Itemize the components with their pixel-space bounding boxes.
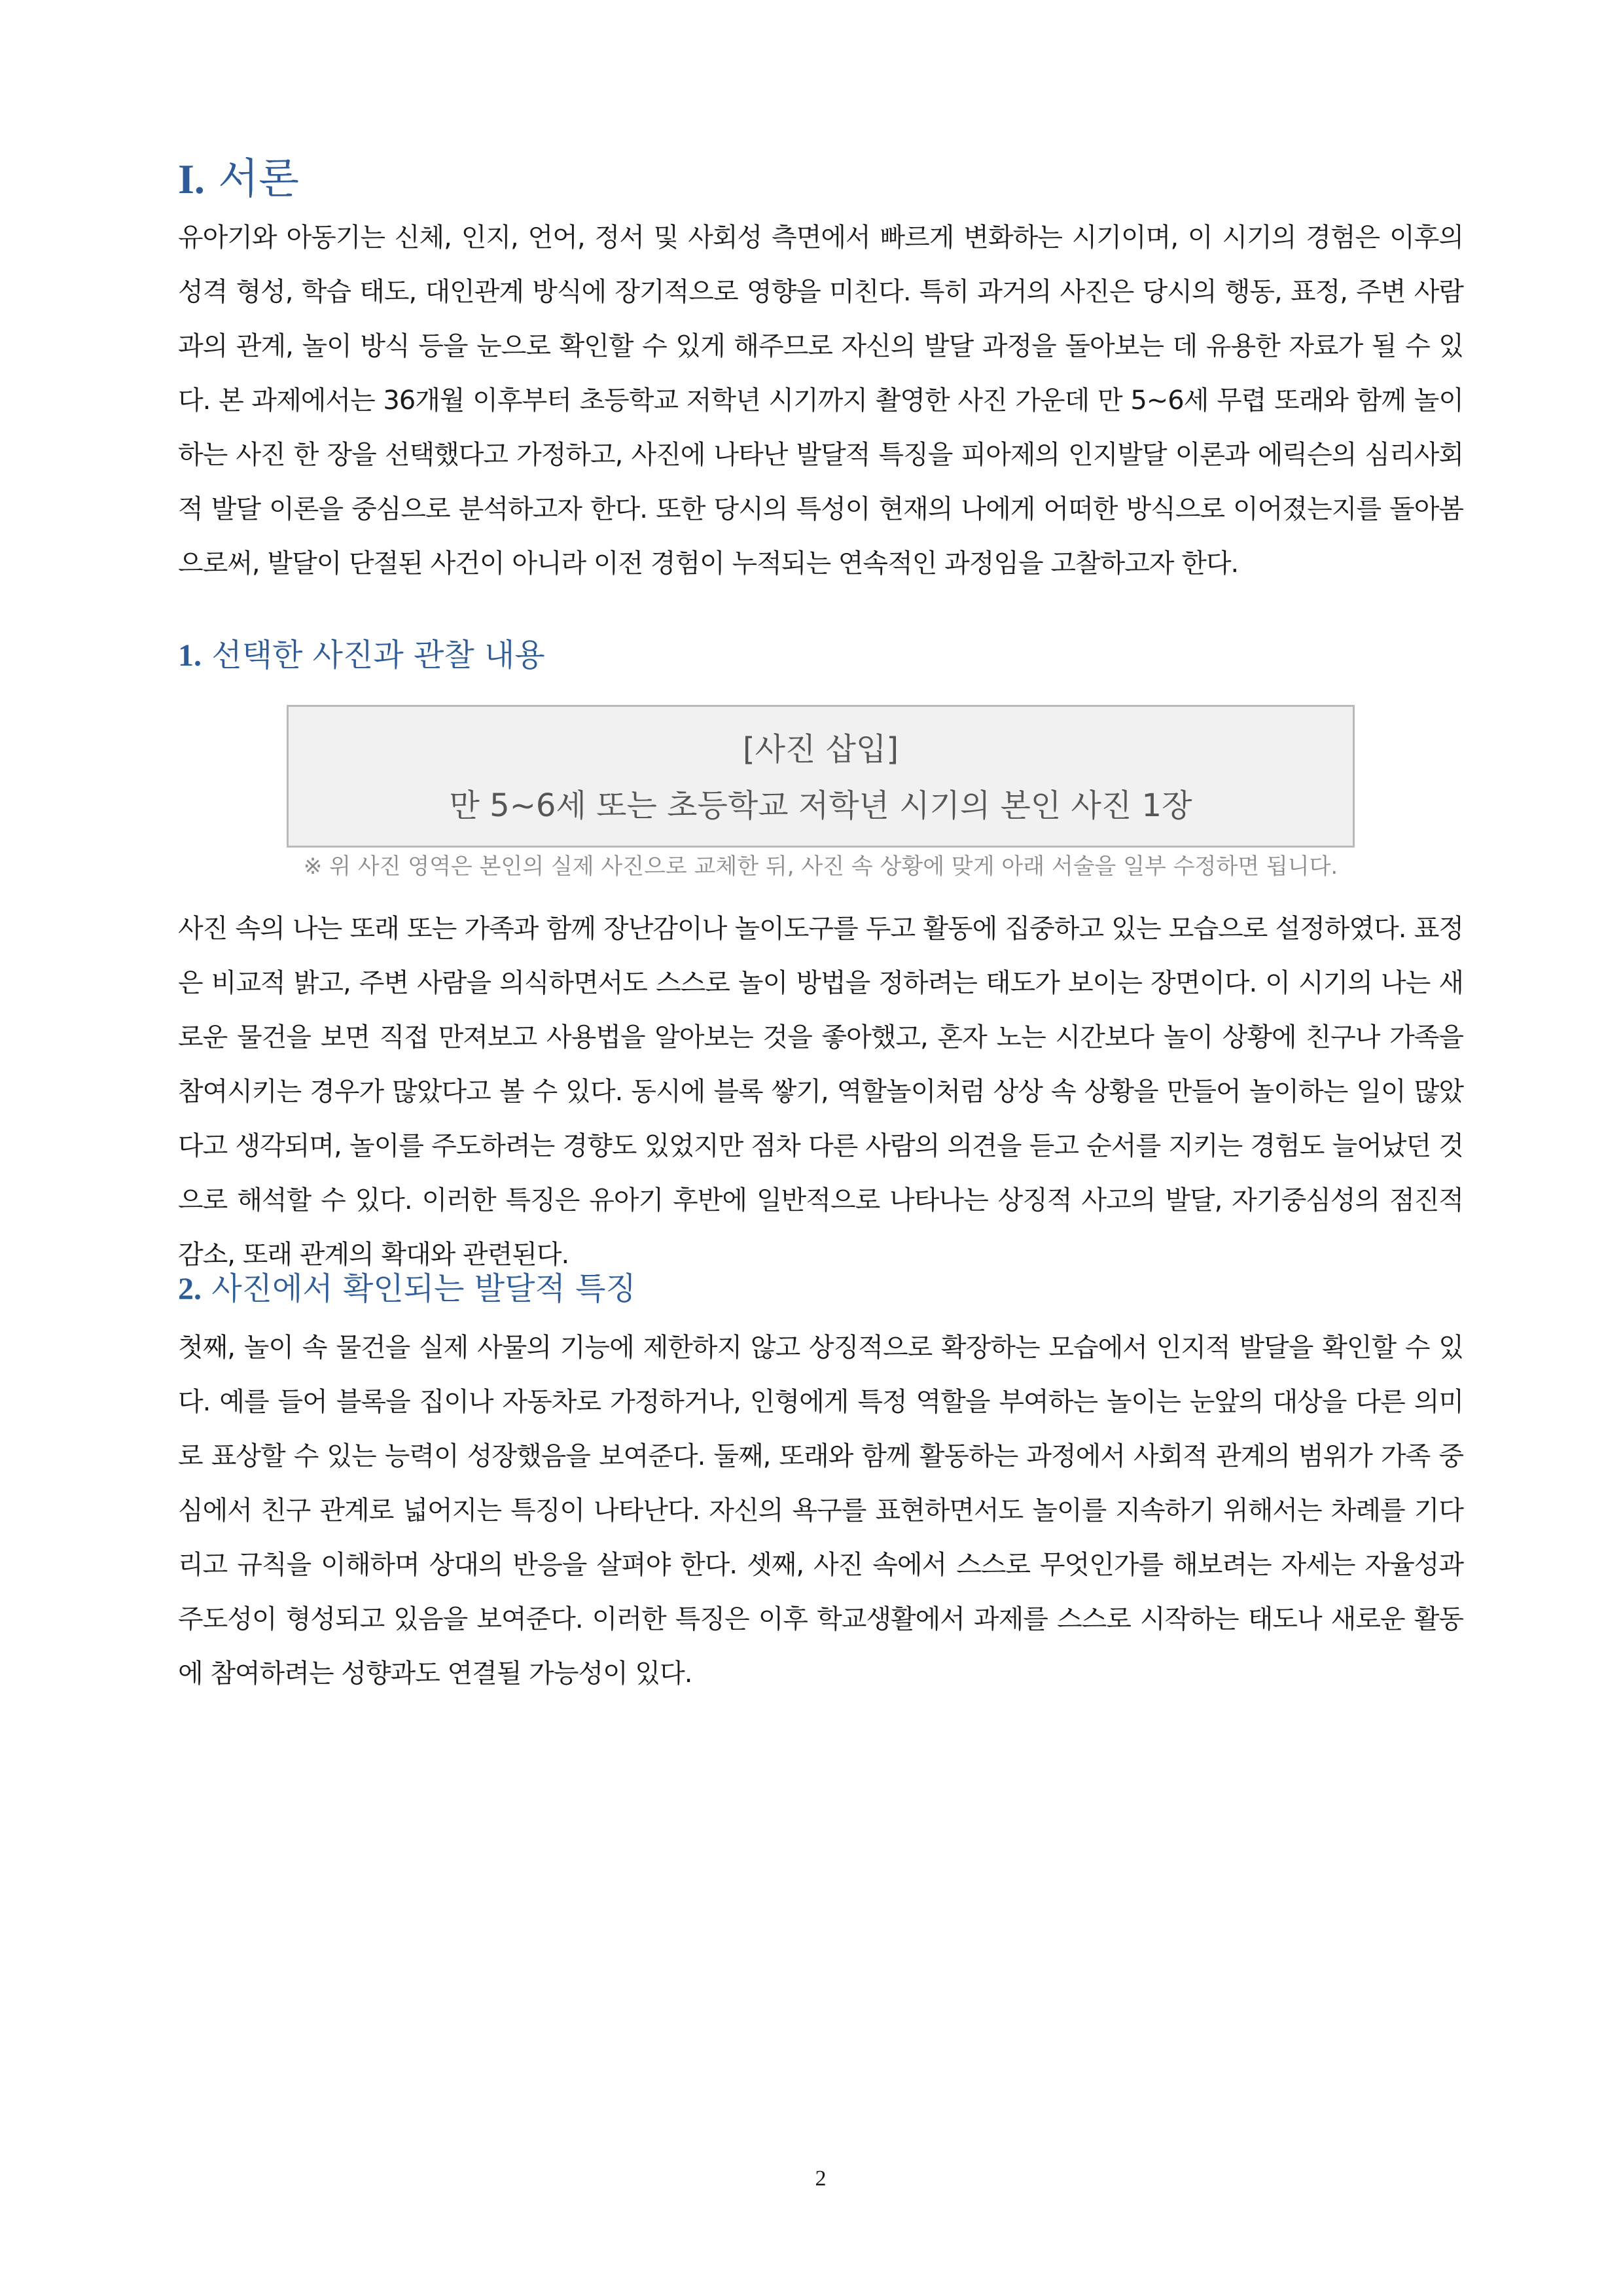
subsection-2-heading: [178, 1263, 636, 1308]
document-page: [178, 0, 1463, 2296]
section-number: I.: [178, 156, 205, 202]
photo-caption: ※ 위 사진 영역은 본인의 실제 사진으로 교체한 뒤, 사진 속 상황에 맞게 아래 서술을 일부 수정하면 됩니다.: [303, 853, 1338, 880]
page-number: 2: [815, 2166, 827, 2191]
section-title: 서론: [218, 155, 299, 204]
photo-placeholder-description: 만 5~6세 또는 초등학교 저학년 시기의 본인 사진 1장: [449, 787, 1192, 824]
intro-paragraph: 유아기와 아동기는 신체, 인지, 언어, 정서 및 사회성 측면에서 빠르게 변화하는 시기이며, 이 시기의 경험은 이후의 성격 형성, 학습 태도, 대인관계 방식에 장기적으로 영향을 미친다. 특히 과거의 사진은 당시의 행동, 표정, 주변 사람과의 관계, 놀이 방식 등을 눈으로 확인할 수 있게 해주므로 자신의 발달 과정을 돌아보는 데 유용한 자료가 될 수 있다. 본 과제에서는 36개월 이후부터 초등학교 저학년 시기까지 촬영한 사진 가운데 만 5~6세 무렵 또래와 함께 놀이하는 사진 한 장을 선택했다고 가정하고, 사진에 나타난 발달적 특징을 피아제의 인지발달 이론과 에릭슨의 심리사회적 발달 이론을 중심으로 분석하고자 한다. 또한 당시의 특성이 현재의 나에게 어떠한 방식으로 이어졌는지를 돌아봄으로써, 발달이 단절된 사건이 아니라 이전 경험이 누적되는 연속적인 과정임을 고찰하고자 한다.: [178, 223, 1463, 579]
photo-placeholder: [287, 705, 1355, 848]
features-paragraph: 첫째, 놀이 속 물건을 실제 사물의 기능에 제한하지 않고 상징적으로 확장하는 모습에서 인지적 발달을 확인할 수 있다. 예를 들어 블록을 집이나 자동차로 가정하거나, 인형에게 특정 역할을 부여하는 놀이는 눈앞의 대상을 다른 의미로 표상할 수 있는 능력이 성장했음을 보여준다. 둘째, 또래와 함께 활동하는 과정에서 사회적 관계의 범위가 가족 중심에서 친구 관계로 넓어지는 특징이 나타난다. 자신의 욕구를 표현하면서도 놀이를 지속하기 위해서는 차례를 기다리고 규칙을 이해하며 상대의 반응을 살펴야 한다. 셋째, 사진 속에서 스스로 무엇인가를 해보려는 자세는 자율성과 주도성이 형성되고 있음을 보여준다. 이러한 특징은 이후 학교생활에서 과제를 스스로 시작하는 태도나 새로운 활동에 참여하려는 성향과도 연결될 가능성이 있다.: [178, 1333, 1463, 1689]
photo-placeholder-label: [사진 삽입]: [742, 731, 899, 768]
subsection-1-title: 선택한 사진과 관찰 내용: [211, 637, 545, 673]
subsection-2-title: 사진에서 확인되는 발달적 특징: [211, 1270, 636, 1307]
subsection-1-heading: [178, 630, 545, 675]
section-heading: [178, 145, 299, 206]
subsection-1-number: 1.: [178, 638, 202, 673]
observation-paragraph: 사진 속의 나는 또래 또는 가족과 함께 장난감이나 놀이도구를 두고 활동에 집중하고 있는 모습으로 설정하였다. 표정은 비교적 밝고, 주변 사람을 의식하면서도 스스로 놀이 방법을 정하려는 태도가 보이는 장면이다. 이 시기의 나는 새로운 물건을 보면 직접 만져보고 사용법을 알아보는 것을 좋아했고, 혼자 노는 시간보다 놀이 상황에 친구나 가족을 참여시키는 경우가 많았다고 볼 수 있다. 동시에 블록 쌓기, 역할놀이처럼 상상 속 상황을 만들어 놀이하는 일이 많았다고 생각되며, 놀이를 주도하려는 경향도 있었지만 점차 다른 사람의 의견을 듣고 순서를 지키는 경험도 늘어났던 것으로 해석할 수 있다. 이러한 특징은 유아기 후반에 일반적으로 나타나는 상징적 사고의 발달, 자기중심성의 점진적 감소, 또래 관계의 확대와 관련된다.: [178, 914, 1463, 1270]
subsection-2-number: 2.: [178, 1272, 202, 1306]
